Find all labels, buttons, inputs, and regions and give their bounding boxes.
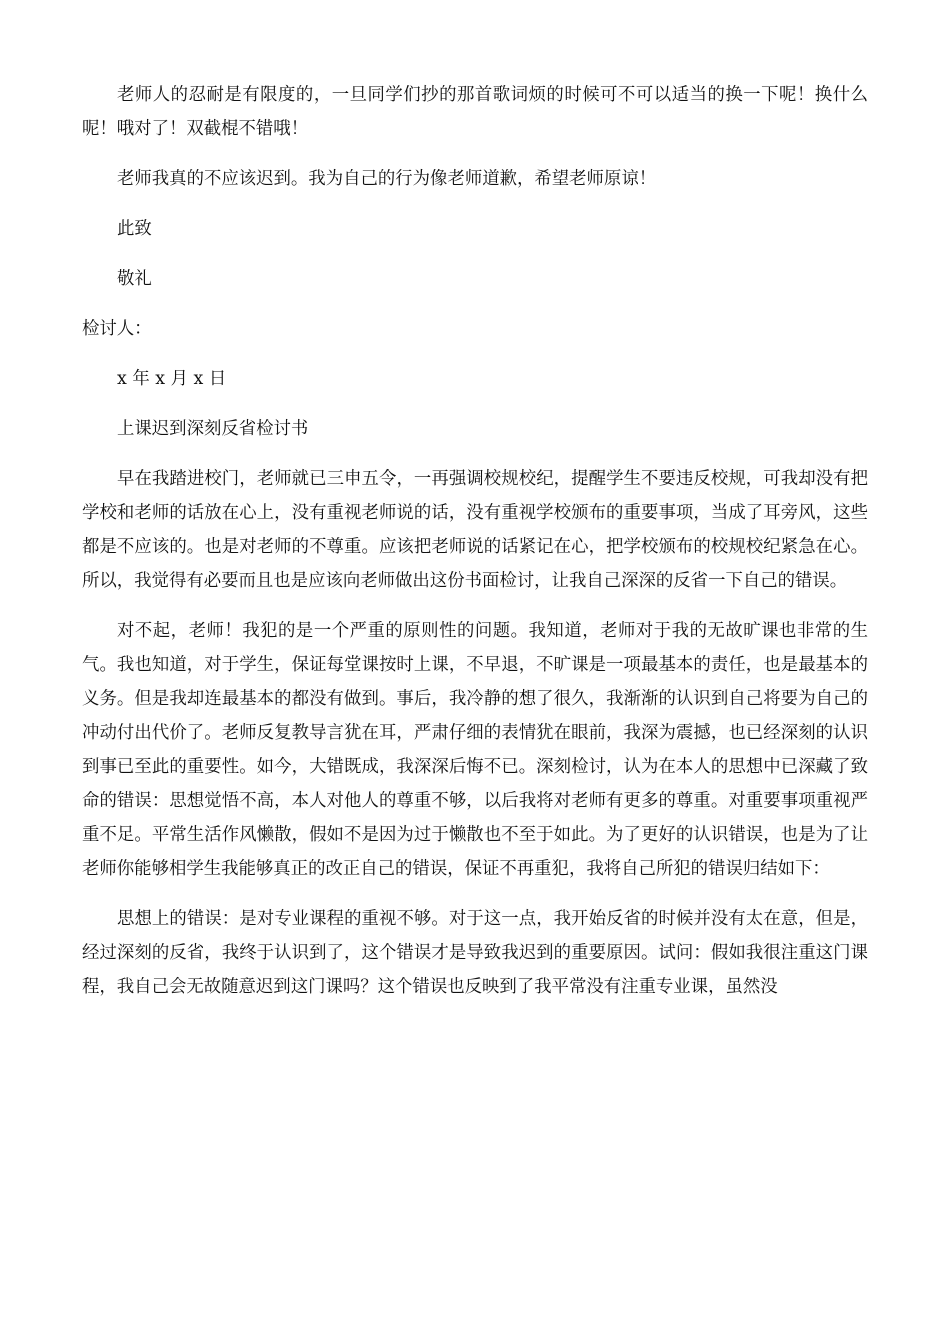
signer-label: 检讨人： xyxy=(82,319,152,339)
closing-line: 此致 xyxy=(117,219,152,239)
body-paragraph: 早在我踏进校门，老师就已三申五令，一再强调校规校纪，提醒学生不要违反校规，可我却没有把学校和老师的话放在心上，没有重视老师说的话，没有重视学校颁布的重要事项，当成了耳旁风，这些都是不应该的。也是对老师的不尊重。应该把老师说的话紧记在心，把学校颁布的校规校纪紧急在心。所以，我觉得有必要而且也是应该向老师做出这份书面检讨，让我自己深深的反省一下自己的错误。 xyxy=(82,469,868,591)
closing-salutation: 敬礼 xyxy=(117,269,152,289)
paragraph: 老师我真的不应该迟到。我为自己的行为像老师道歉，希望老师原谅！ xyxy=(117,169,657,189)
date-line: x 年 x 月 x 日 xyxy=(117,369,227,389)
section-title: 上课迟到深刻反省检讨书 xyxy=(117,419,309,439)
paragraph: 老师人的忍耐是有限度的，一旦同学们抄的那首歌词烦的时候可不可以适当的换一下呢！换什么呢！哦对了！双截棍不错哦！ xyxy=(82,85,868,139)
document-page xyxy=(82,78,868,1020)
body-paragraph: 对不起，老师！我犯的是一个严重的原则性的问题。我知道，老师对于我的无故旷课也非常的生气。我也知道，对于学生，保证每堂课按时上课，不早退，不旷课是一项最基本的责任，也是最基本的义务。但是我却连最基本的都没有做到。事后，我冷静的想了很久，我渐渐的认识到自己将要为自己的冲动付出代价了。老师反复教导言犹在耳，严肃仔细的表情犹在眼前，我深为震撼，也已经深刻的认识到事已至此的重要性。如今，大错既成，我深深后悔不已。深刻检讨，认为在本人的思想中已深藏了致命的错误：思想觉悟不高，本人对他人的尊重不够，以后我将对老师有更多的尊重。对重要事项重视严重不足。平常生活作风懒散，假如不是因为过于懒散也不至于如此。为了更好的认识错误，也是为了让老师你能够相学生我能够真正的改正自己的错误，保证不再重犯，我将自己所犯的错误归结如下： xyxy=(82,621,868,879)
body-paragraph: 思想上的错误：是对专业课程的重视不够。对于这一点，我开始反省的时候并没有太在意，但是，经过深刻的反省，我终于认识到了，这个错误才是导致我迟到的重要原因。试问：假如我很注重这门课程，我自己会无故随意迟到这门课吗？这个错误也反映到了我平常没有注重专业课，虽然没 xyxy=(82,909,868,997)
